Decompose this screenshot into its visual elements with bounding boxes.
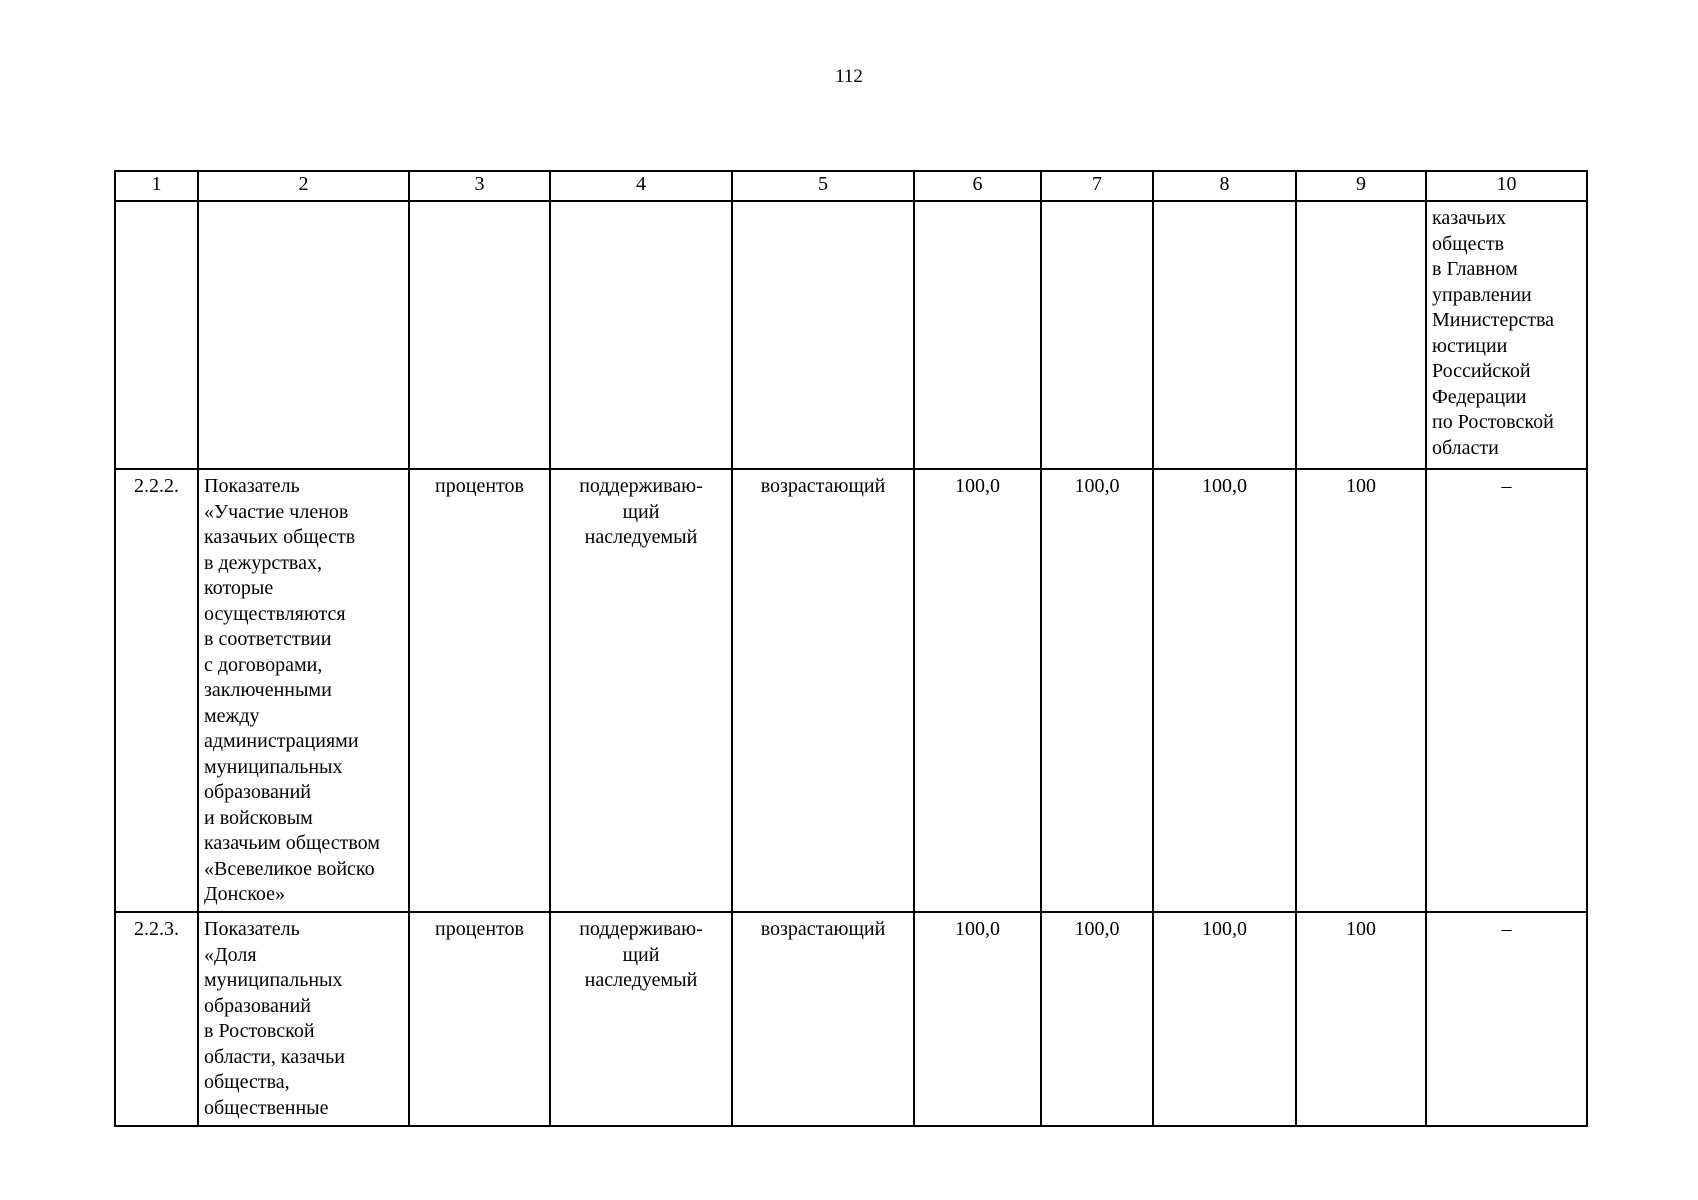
text-line: Показатель <box>204 475 300 497</box>
text-line: муниципальных <box>204 969 343 991</box>
indicators-table <box>114 170 1588 1127</box>
text-line: области, казачьи <box>204 1045 346 1068</box>
row-number: 2.2.2. <box>115 469 198 912</box>
text-line: осуществляются <box>204 602 346 625</box>
text-line: обществ <box>1432 232 1505 255</box>
continuation-row <box>115 201 1587 469</box>
header-cell-1: 1 <box>115 171 198 201</box>
text-line: поддерживаю- <box>579 475 703 497</box>
text-line: Министерства <box>1432 309 1555 331</box>
responsible-cell: – <box>1426 912 1587 1126</box>
text-line: муниципальных <box>204 755 343 778</box>
text-line: управлении <box>1432 283 1532 306</box>
text-line: Показатель <box>204 918 300 940</box>
value-cell-6: 100,0 <box>914 469 1041 912</box>
text-line: Федерации <box>1432 385 1527 408</box>
text-line: щий <box>622 943 660 966</box>
text-line: образований <box>204 781 312 803</box>
responsible-cell: – <box>1426 469 1587 912</box>
indicator-name <box>198 912 409 1126</box>
header-row <box>115 171 1587 201</box>
text-line: наследуемый <box>584 969 698 991</box>
text-line: «Доля <box>204 943 257 966</box>
value-cell-9: 100 <box>1296 469 1426 912</box>
header-cell-5: 5 <box>732 171 914 201</box>
row-number: 2.2.3. <box>115 912 198 1126</box>
header-cell-7: 7 <box>1041 171 1153 201</box>
text-line: в соответствии <box>204 628 332 650</box>
text-line: «Всевеликое войско <box>204 857 375 880</box>
value-cell-7: 100,0 <box>1041 469 1153 912</box>
text-line: казачьих <box>1432 207 1507 229</box>
empty-cell <box>732 201 914 469</box>
text-line: в дежурствах, <box>204 551 322 574</box>
text-line: казачьих обществ <box>204 526 356 548</box>
text-line: и войсковым <box>204 806 313 829</box>
table-row-2-2-3 <box>115 912 1587 1126</box>
text-line: администрациями <box>204 730 359 752</box>
empty-cell <box>1041 201 1153 469</box>
value-cell-6: 100,0 <box>914 912 1041 1126</box>
empty-cell <box>115 201 198 469</box>
text-line: заключенными <box>204 679 332 701</box>
text-line: общественные <box>204 1096 329 1119</box>
text-line: «Участие членов <box>204 500 349 523</box>
text-line: в Главном <box>1432 258 1518 280</box>
indicator-type-cell <box>550 912 732 1126</box>
value-cell-7: 100,0 <box>1041 912 1153 1126</box>
text-line: между <box>204 704 260 727</box>
direction-cell: возрастающий <box>732 912 914 1126</box>
header-cell-9: 9 <box>1296 171 1426 201</box>
value-cell-8: 100,0 <box>1153 469 1296 912</box>
text-line: Российской <box>1432 360 1531 382</box>
text-line: поддерживаю- <box>579 918 703 940</box>
page-number: 112 <box>835 66 863 87</box>
text-line: наследуемый <box>584 526 698 548</box>
unit-cell: процентов <box>409 469 550 912</box>
value-cell-9: 100 <box>1296 912 1426 1126</box>
direction-cell: возрастающий <box>732 469 914 912</box>
header-cell-2: 2 <box>198 171 409 201</box>
table-row-2-2-2 <box>115 469 1587 912</box>
text-line: Донское» <box>204 883 286 905</box>
empty-cell <box>550 201 732 469</box>
empty-cell <box>1296 201 1426 469</box>
text-line: области <box>1432 436 1499 459</box>
text-line: образований <box>204 994 312 1017</box>
empty-cell <box>1153 201 1296 469</box>
header-cell-10: 10 <box>1426 171 1587 201</box>
text-line: которые <box>204 577 274 599</box>
text-line: казачьим обществом <box>204 832 380 854</box>
indicator-name <box>198 469 409 912</box>
empty-cell <box>914 201 1041 469</box>
header-cell-3: 3 <box>409 171 550 201</box>
header-cell-6: 6 <box>914 171 1041 201</box>
header-cell-4: 4 <box>550 171 732 201</box>
empty-cell <box>409 201 550 469</box>
continuation-responsible-cell <box>1426 201 1587 469</box>
text-line: с договорами, <box>204 653 323 676</box>
text-line: общества, <box>204 1071 290 1093</box>
text-line: щий <box>622 500 660 523</box>
indicator-type-cell <box>550 469 732 912</box>
text-line: в Ростовской <box>204 1020 315 1042</box>
unit-cell: процентов <box>409 912 550 1126</box>
empty-cell <box>198 201 409 469</box>
text-line: юстиции <box>1432 334 1508 357</box>
value-cell-8: 100,0 <box>1153 912 1296 1126</box>
header-cell-8: 8 <box>1153 171 1296 201</box>
text-line: по Ростовской <box>1432 411 1554 433</box>
